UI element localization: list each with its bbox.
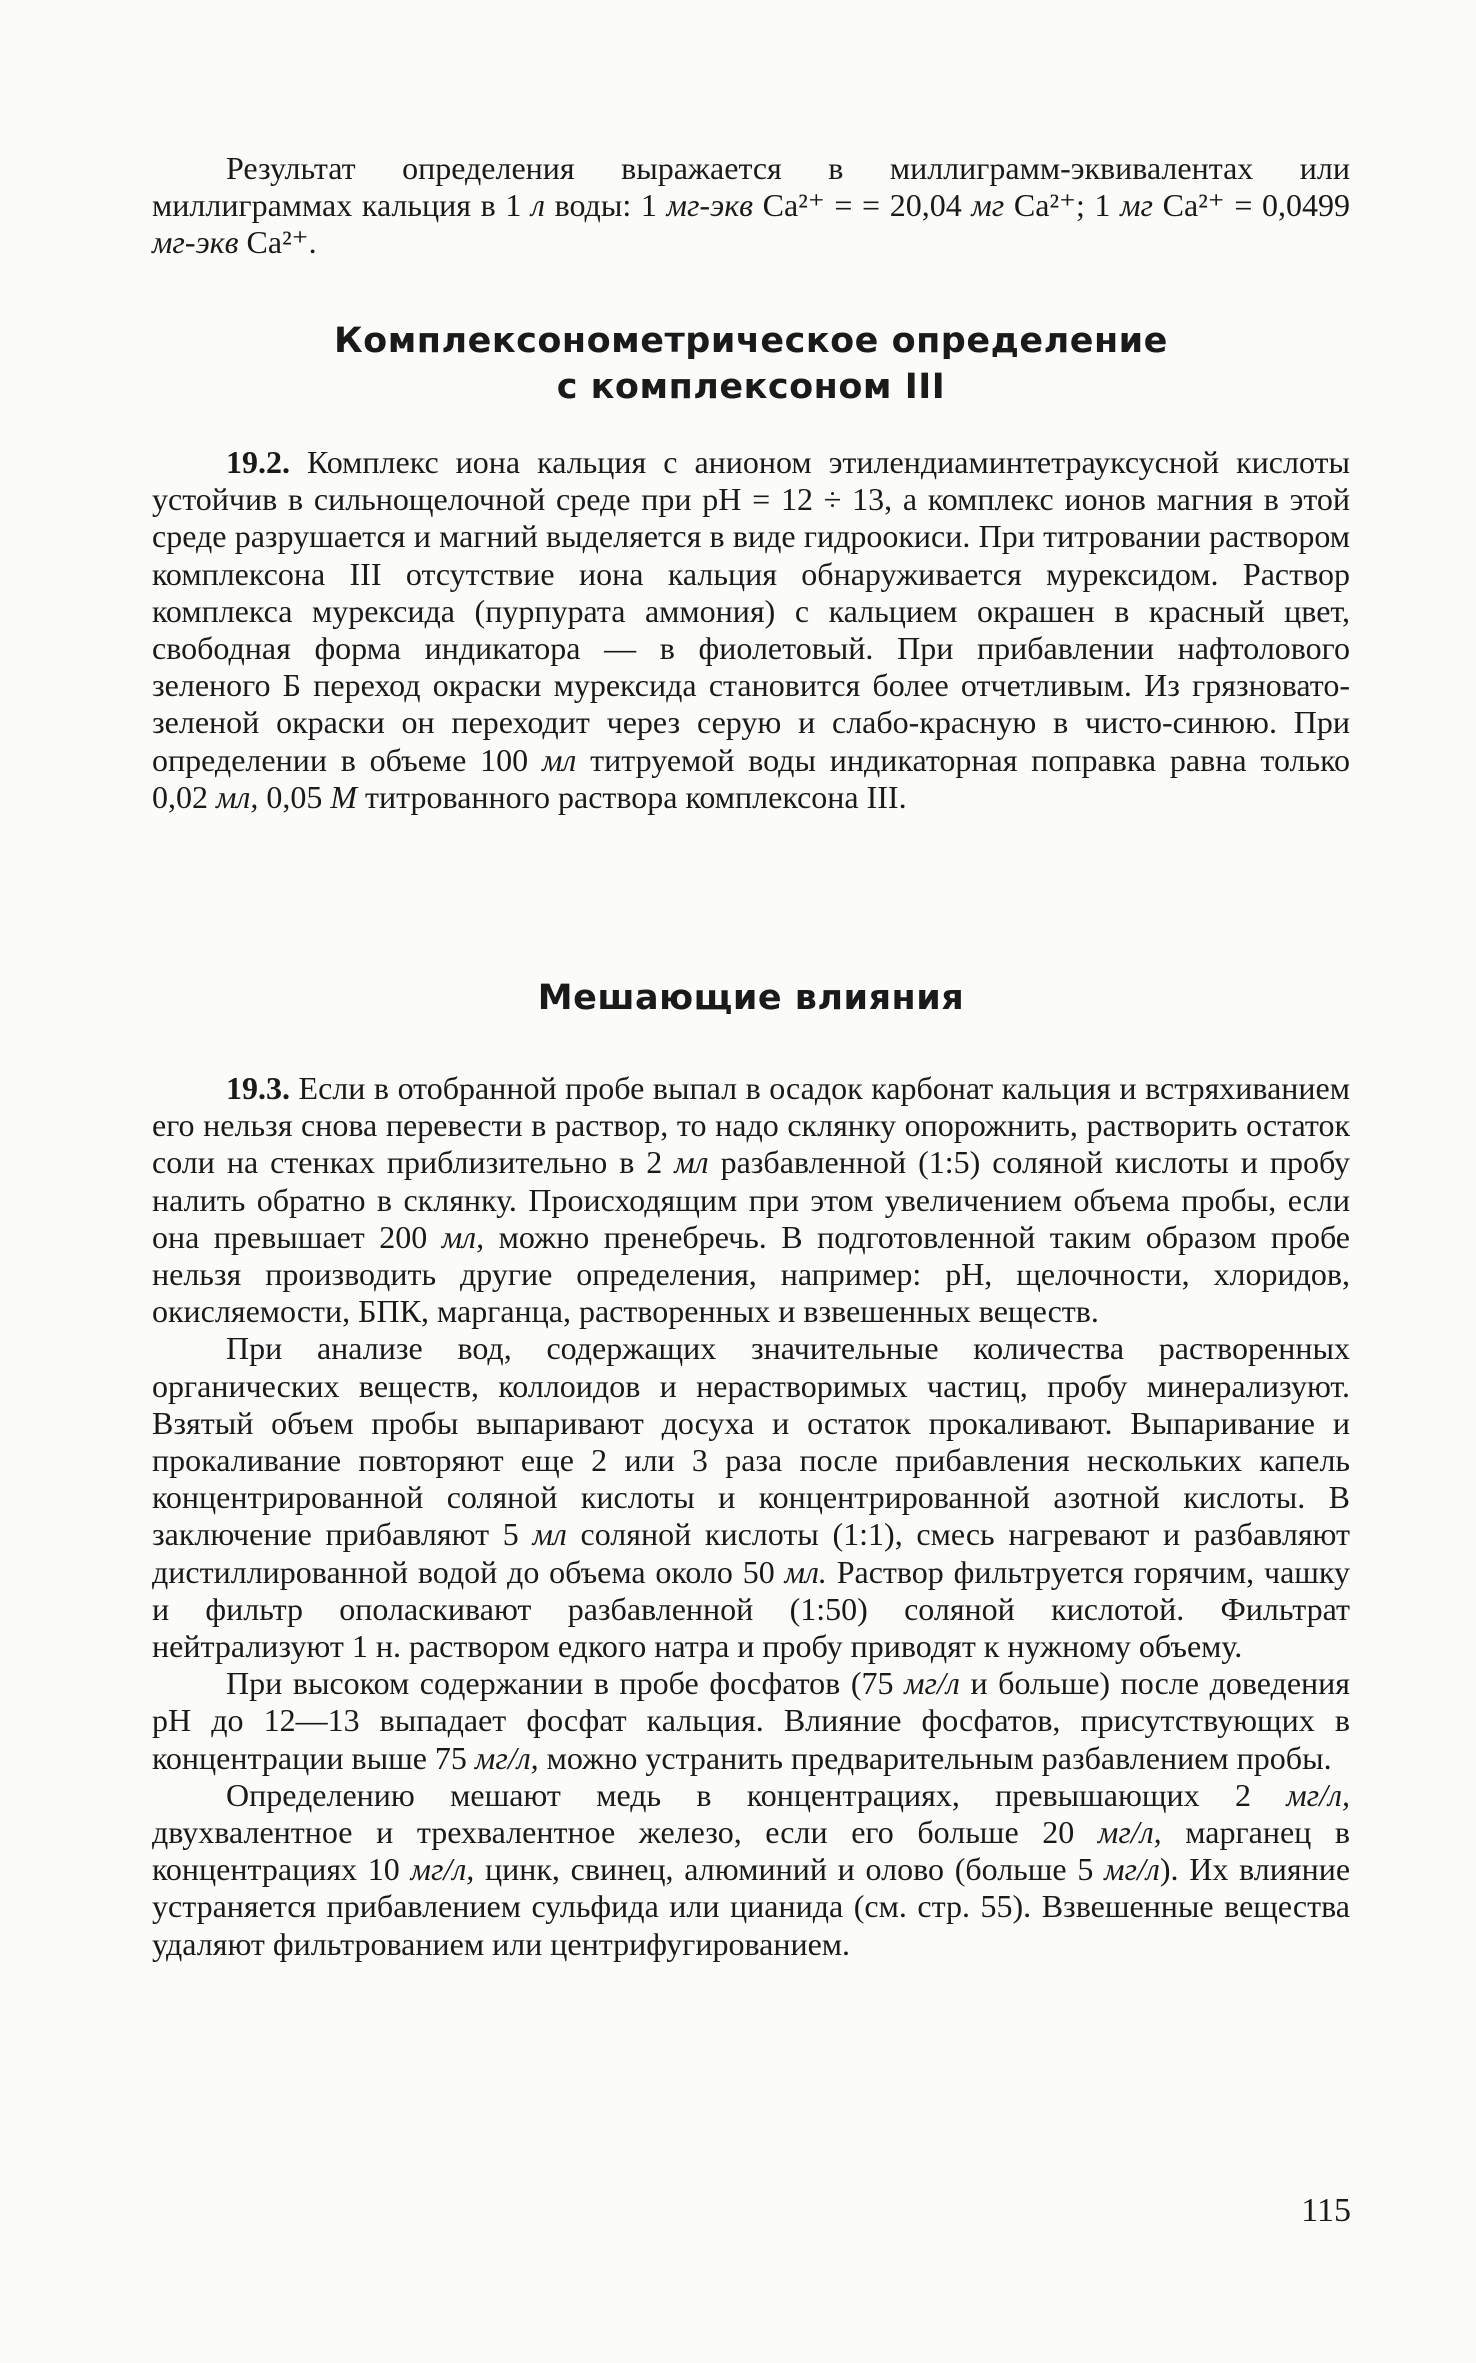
paragraph-number: 19.3. bbox=[226, 1070, 290, 1106]
section1-title-line2: с комплексоном III bbox=[556, 367, 946, 407]
paragraph-interferences: Определению мешают медь в концентрациях, превышающих 2 мг/л, двухвалентное и трехвалентное железо, если его больше 20 мг/л, марганец в концентрациях 10 мг/л, цинк, свинец, алюминий и олово (больше 5 мг/л). Их влияние устраняется прибавлением сульфида или цианида (см. стр. 55). Взвешенные вещества удаляют фильтрованием или центрифугированием. bbox=[152, 1776, 1351, 1962]
paragraph-phosphates: При высоком содержании в пробе фосфатов (75 мг/л и больше) после доведения pH до 12—13 выпадает фосфат кальция. Влияние фосфатов, присутствующих в концентрации выше 75 мг/л, можно устранить предварительным разбавлением пробы. bbox=[152, 1665, 1351, 1776]
intro-block bbox=[152, 150, 1350, 262]
section1-heading bbox=[152, 318, 1350, 410]
paragraph-number: 19.2. bbox=[226, 444, 290, 480]
section2-body bbox=[152, 1070, 1350, 1963]
section1-body bbox=[152, 444, 1350, 816]
section2-title: Мешающие влияния bbox=[537, 978, 965, 1018]
paragraph-mineralization: При анализе вод, содержащих значительные количества растворенных органических веществ, коллоидов и нерастворимых частиц, пробу минерализуют. Взятый объем пробы выпаривают досуха и остаток прокаливают. Выпаривание и прокаливание повторяют еще 2 или 3 раза после прибавления нескольких капель концентрированной соляной кислоты и концентрированной азотной кислоты. В заключение прибавляют 5 мл соляной кислоты (1:1), смесь нагревают и разбавляют дистиллированной водой до объема около 50 мл. Раствор фильтруется горячим, чашку и фильтр ополаскивают разбавленной (1:50) соляной кислотой. Фильтрат нейтрализуют 1 н. раствором едкого натра и пробу приводят к нужному объему. bbox=[152, 1330, 1351, 1665]
section1-title-line1: Комплексонометрическое определение bbox=[334, 321, 1168, 361]
section2-heading bbox=[152, 975, 1350, 1021]
page-number: 115 bbox=[1301, 2192, 1351, 2229]
paragraph-19-3: 19.3. Если в отобранной пробе выпал в осадок карбонат кальция и встряхиванием его нельзя снова перевести в раствор, то надо склянку опорожнить, растворить остаток соли на стенках приблизительно в 2 мл разбавленной (1:5) соляной кислоты и пробу налить обратно в склянку. Происходящим при этом увеличением объема пробы, если она превышает 200 мл, можно пренебречь. В подготовленной таким образом пробе нельзя производить другие определения, например: pH, щелочности, хлоридов, окисляемости, БПК, марганца, растворенных и взвешенных веществ. bbox=[152, 1070, 1351, 1330]
paragraph-19-2: 19.2. Комплекс иона кальция с анионом этилендиаминтетрауксусной кислоты устойчив в сильнощелочной среде при pH = 12 ÷ 13, а комплекс ионов магния в этой среде разрушается и магний выделяется в виде гидроокиси. При титровании раствором комплексона III отсутствие иона кальция обнаруживается мурексидом. Раствор комплекса мурексида (пурпурата аммония) с кальцием окрашен в красный цвет, свободная форма индикатора — в фиолетовый. При прибавлении нафтолового зеленого Б переход окраски мурексида становится более отчетливым. Из грязновато-зеленой окраски он переходит через серую и слабо-красную в чисто-синюю. При определении в объеме 100 мл титруемой воды индикаторная поправка равна только 0,02 мл, 0,05 М титрованного раствора комплексона III. bbox=[152, 444, 1350, 815]
intro-paragraph: Результат определения выражается в миллиграмм-эквивалентах или миллиграммах кальция в 1 л воды: 1 мг-экв Ca²⁺ = = 20,04 мг Ca²⁺; 1 мг Ca²⁺ = 0,0499 мг-экв Ca²⁺. bbox=[152, 150, 1351, 261]
